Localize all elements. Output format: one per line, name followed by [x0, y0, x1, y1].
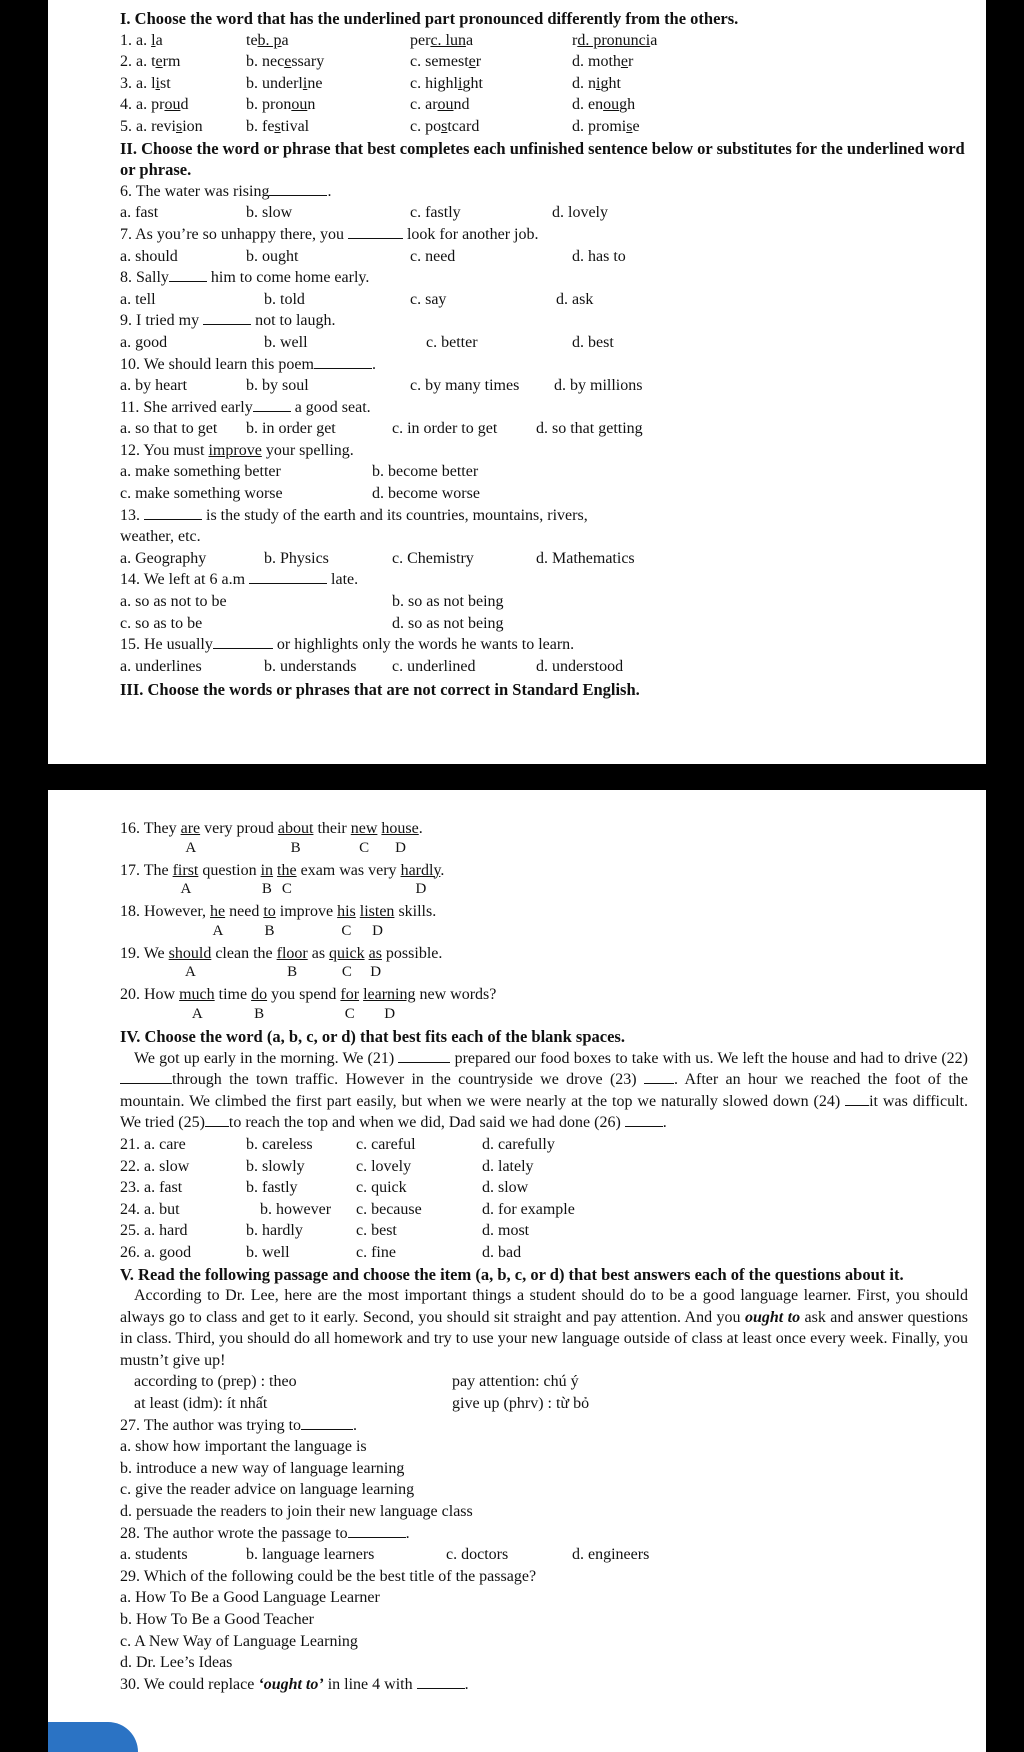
- option: d. so that getting: [536, 420, 643, 438]
- question-text: 6. The water was rising: [120, 182, 270, 200]
- choice-letter: D: [372, 922, 383, 939]
- question-18: 18. However, he need to improve his listen skills.: [120, 903, 437, 921]
- underlined-choice[interactable]: house: [381, 820, 419, 837]
- option: c. best: [356, 1222, 397, 1240]
- option: c. quick: [356, 1179, 407, 1197]
- section-1: [120, 8, 968, 701]
- option: a. Geography: [120, 549, 207, 567]
- options-22: [120, 1156, 968, 1178]
- question-9: [120, 310, 968, 332]
- option: c. Chemistry: [392, 549, 474, 567]
- answer-blank: [169, 267, 207, 282]
- choice-letter: A: [212, 922, 224, 939]
- section-3-title: III. Choose the words or phrases that are not correct in Standard English.: [120, 680, 640, 700]
- options-row: [120, 289, 968, 311]
- choice-letter: B: [261, 881, 272, 898]
- option: d. enough: [572, 96, 636, 114]
- option: c. by many times: [410, 377, 520, 395]
- question-text: look for another job.: [406, 225, 539, 243]
- option: 4. a. proud: [120, 96, 189, 114]
- options-row: [120, 591, 968, 613]
- option: d. lately: [482, 1157, 534, 1175]
- option: b. understands: [264, 657, 357, 675]
- question-11: [120, 397, 968, 419]
- answer-blank: [314, 354, 372, 369]
- option: d. most: [482, 1222, 530, 1240]
- question-text: 8. Sally: [120, 269, 169, 287]
- option: b. underline: [246, 74, 323, 92]
- option: 22. a. slow: [120, 1157, 190, 1175]
- question-17: 17. The first question in the exam was very hardly.: [120, 861, 445, 879]
- option: b. introduce a new way of language learning: [120, 1459, 405, 1477]
- question-29: 29. Which of the following could be the best title of the passage?: [120, 1567, 537, 1585]
- option: rd. pronuncia: [572, 31, 658, 49]
- question-6: 6. The water was rising .: [120, 182, 332, 200]
- question-text: him to come home early.: [210, 269, 370, 287]
- option: b. become better: [372, 463, 479, 481]
- underlined-choice[interactable]: much: [179, 986, 215, 1004]
- options-row: [120, 461, 968, 483]
- options-23: [120, 1177, 968, 1199]
- underlined-choice[interactable]: listen: [359, 903, 395, 921]
- option: b. Physics: [264, 549, 329, 567]
- option: b. careless: [246, 1135, 313, 1153]
- question-8: [120, 267, 968, 289]
- option: b. slowly: [246, 1157, 305, 1175]
- underlined-choice[interactable]: do: [251, 986, 268, 1004]
- underlined-choice[interactable]: floor: [276, 944, 308, 962]
- question-28: 28. The author wrote the passage to .: [120, 1524, 410, 1542]
- option: d. best: [572, 333, 614, 351]
- question-text: late.: [331, 571, 359, 589]
- options-24: [120, 1199, 968, 1221]
- option: c. doctors: [446, 1546, 509, 1564]
- option: teb. pa: [246, 31, 289, 49]
- option: c. so as to be: [120, 614, 203, 632]
- option: d. mother: [572, 53, 634, 71]
- option: 23. a. fast: [120, 1179, 183, 1197]
- option: d. by millions: [554, 377, 643, 395]
- option: b. slow: [246, 204, 293, 222]
- question-10: 10. We should learn this poem .: [120, 355, 376, 373]
- answer-blank: [144, 505, 202, 520]
- answer-blank: [348, 1523, 406, 1538]
- option: d. Mathematics: [536, 549, 635, 567]
- question-text: 10. We should learn this poem: [120, 355, 314, 373]
- choice-letter: B: [264, 922, 275, 939]
- worksheet-page-2: [48, 790, 986, 1752]
- option: a. by heart: [120, 377, 188, 395]
- question-text: your spelling.: [265, 441, 354, 459]
- option: c. make something worse: [120, 485, 283, 503]
- option: c. highlight: [410, 74, 483, 92]
- question-12: [120, 440, 968, 462]
- option: c. fine: [356, 1243, 396, 1261]
- question-30: 30. We could replace ‘ought to’ in line 4 with .: [120, 1675, 469, 1693]
- option: c. careful: [356, 1135, 416, 1153]
- option: b. well: [246, 1243, 290, 1261]
- underlined-choice[interactable]: to: [263, 903, 276, 921]
- options-row: [120, 246, 968, 268]
- answer-blank: [348, 224, 403, 239]
- question-2: [120, 51, 968, 73]
- option: a. so that to get: [120, 420, 218, 438]
- option: d. so as not being: [392, 614, 504, 632]
- option: 3. a. list: [120, 74, 171, 92]
- option: b. so as not being: [392, 593, 504, 611]
- choice-letter: C: [341, 964, 352, 981]
- question-text: 9. I tried my: [120, 312, 200, 330]
- option: c. because: [356, 1200, 422, 1218]
- question-3: [120, 73, 968, 95]
- underlined-choice[interactable]: are: [180, 820, 201, 837]
- question-13: [120, 505, 968, 527]
- option: c. semester: [410, 53, 482, 71]
- option: 24. a. but: [120, 1200, 180, 1218]
- option: b. necessary: [246, 53, 325, 71]
- option: 1. a. la: [120, 31, 163, 49]
- choice-letter: B: [254, 1005, 265, 1022]
- option: 2. a. term: [120, 53, 181, 71]
- underlined-choice[interactable]: quick: [329, 944, 365, 962]
- underlined-choice[interactable]: hardly: [400, 861, 441, 879]
- options-row: [120, 202, 968, 224]
- options-row: [120, 332, 968, 354]
- choice-letters: [120, 840, 968, 860]
- options-row: [120, 375, 968, 397]
- option: a. good: [120, 333, 168, 351]
- option: perc. luna: [410, 31, 474, 49]
- glossary-2: at least (idm): ít nhất give up (phrv) : từ bỏ: [134, 1395, 590, 1413]
- section-4-passage: We got up early in the morning. We (21) prepared our food boxes to take with us. We left the house and had to drive (22)through the town traffic. However in the countryside we drove (23) . After an hour we reached the foot of the mountain. We climbed the first part easily, but when we were nearly at the top we naturally slowed down (24) it was difficult. We tried (25) to reach the top and when we did, Dad said we had done (26) .: [120, 1049, 969, 1132]
- choice-letter: A: [191, 1005, 203, 1022]
- option: a. students: [120, 1546, 188, 1564]
- choice-letter: C: [359, 839, 370, 856]
- option: 26. a. good: [120, 1243, 192, 1261]
- option: c. underlined: [392, 657, 476, 675]
- option: b. How To Be a Good Teacher: [120, 1611, 315, 1628]
- question-7: [120, 224, 968, 246]
- options-row: [120, 418, 968, 440]
- question-text: 27. The author was trying to: [120, 1416, 302, 1434]
- options-26: [120, 1242, 968, 1264]
- choice-letter: C: [341, 922, 352, 939]
- question-1: [120, 30, 968, 52]
- answer-blank: [213, 634, 273, 649]
- option: b. hardly: [246, 1222, 303, 1240]
- option: c. fastly: [410, 204, 461, 222]
- option: a. show how important the language is: [120, 1438, 367, 1456]
- choice-letter: D: [384, 1005, 396, 1022]
- option: d. night: [572, 74, 621, 92]
- choice-letter: D: [415, 881, 427, 898]
- question-text: 28. The author wrote the passage to: [120, 1524, 348, 1542]
- answer-blank: [253, 397, 291, 412]
- choice-letters: [120, 881, 968, 901]
- question-text: is the study of the earth and its countries, mountains, rivers,: [206, 506, 588, 524]
- option: c. give the reader advice on language learning: [120, 1481, 415, 1499]
- options-row: [120, 548, 968, 570]
- question-20: 20. How much time do you spend for learning new words?: [120, 986, 497, 1004]
- underlined-choice[interactable]: for: [340, 986, 360, 1004]
- option: b. fastly: [246, 1179, 298, 1197]
- option: c. say: [410, 290, 447, 308]
- section-5-passage: According to Dr. Lee, here are the most important things a student should do to be a good language learner. First, you should always go to class and get to it early. Second, you should sit straight and pay attention. And you ought to ask and answer questions in class. Third, you should do all homework and try to use your new language outside of class at least once every week. Finally, you mustn’t give up!: [120, 1287, 969, 1369]
- question-text: 14. We left at 6 a.m: [120, 571, 246, 589]
- option: d. lovely: [552, 204, 608, 222]
- question-13-cont: weather, etc.: [120, 528, 201, 546]
- option: b. told: [264, 290, 305, 308]
- option: d. promise: [572, 117, 640, 135]
- app-corner-badge: [48, 1722, 138, 1752]
- choice-letter: A: [184, 964, 196, 981]
- choice-letter: B: [287, 964, 298, 981]
- question-16: 16. They are very proud about their new house.: [120, 820, 423, 837]
- option: d. understood: [536, 657, 624, 675]
- question-text: a good seat.: [294, 398, 371, 416]
- option: b. in order get: [246, 420, 336, 438]
- option: c. better: [426, 333, 478, 351]
- options-21: [120, 1134, 968, 1156]
- underlined-choice[interactable]: as: [368, 944, 382, 962]
- option: a. so as not to be: [120, 593, 227, 611]
- underlined-choice[interactable]: should: [168, 944, 212, 962]
- choice-letter: C: [281, 881, 292, 898]
- option: b. language learners: [246, 1546, 375, 1564]
- option: a. fast: [120, 204, 159, 222]
- choice-letter: C: [344, 1005, 355, 1022]
- options-row: [120, 656, 968, 678]
- option: b. ought: [246, 247, 299, 265]
- underlined-word: improve: [208, 441, 262, 459]
- underlined-choice[interactable]: first: [172, 861, 199, 879]
- option: d. engineers: [572, 1546, 650, 1564]
- option: a. tell: [120, 290, 156, 308]
- choice-letters: [120, 923, 968, 943]
- option: c. postcard: [410, 117, 480, 135]
- option: d. ask: [556, 290, 594, 308]
- option: a. How To Be a Good Language Learner: [120, 1589, 380, 1607]
- options-row: [120, 483, 968, 505]
- choice-letter: D: [395, 839, 406, 856]
- question-15: [120, 634, 968, 656]
- question-text: or highlights only the words he wants to learn.: [276, 636, 575, 654]
- glossary-1: according to (prep) : theo pay attention: chú ý: [134, 1373, 579, 1391]
- answer-blank: [417, 1674, 465, 1689]
- question-4: [120, 94, 968, 116]
- choice-letters: [120, 964, 968, 984]
- underlined-choice[interactable]: learning: [363, 986, 416, 1004]
- option: d. for example: [482, 1200, 575, 1218]
- answer-blank: [269, 181, 327, 196]
- option: 5. a. revision: [120, 117, 203, 135]
- option: d. persuade the readers to join their new language class: [120, 1503, 473, 1521]
- question-text: 11. She arrived early: [120, 398, 253, 416]
- options-25: [120, 1220, 968, 1242]
- section-2-title: II. Choose the word or phrase that best completes each unfinished sentence below or substitutes for the underlined word or phrase.: [120, 138, 965, 180]
- section-4-title: IV. Choose the word (a, b, c, or d) that best fits each of the blank spaces.: [120, 1026, 625, 1046]
- option: c. need: [410, 247, 456, 265]
- question-text: 7. As you’re so unhappy there, you: [120, 225, 344, 243]
- section-5-title: V. Read the following passage and choose the item (a, b, c, or d) that best answers each of the questions about it.: [120, 1264, 904, 1284]
- underlined-choice[interactable]: the: [277, 861, 297, 879]
- option: b. however: [260, 1200, 332, 1218]
- underlined-choice[interactable]: new: [350, 820, 378, 837]
- question-text: not to laugh.: [255, 312, 336, 330]
- option: a. make something better: [120, 463, 281, 481]
- option: c. around: [410, 96, 470, 114]
- option: c. in order to get: [392, 420, 498, 438]
- choice-letter: B: [290, 839, 301, 856]
- underlined-choice[interactable]: about: [277, 820, 314, 837]
- underlined-choice[interactable]: his: [337, 903, 356, 921]
- question-text: 12. You must: [120, 441, 205, 459]
- option: d. bad: [482, 1243, 522, 1261]
- option: b. festival: [246, 117, 310, 135]
- option: a. should: [120, 247, 178, 265]
- worksheet-page-1: [48, 0, 986, 764]
- question-14: [120, 569, 968, 591]
- answer-blank: [249, 569, 327, 584]
- option: 25. a. hard: [120, 1222, 188, 1240]
- underlined-choice[interactable]: he: [210, 903, 226, 921]
- choice-letter: A: [185, 839, 197, 856]
- option: d. Dr. Lee’s Ideas: [120, 1654, 233, 1672]
- option: d. become worse: [372, 485, 480, 503]
- question-text: 30. We could replace: [120, 1675, 255, 1693]
- question-text: 13.: [120, 506, 140, 524]
- options-row: [120, 1544, 968, 1566]
- option: c. A New Way of Language Learning: [120, 1632, 358, 1650]
- answer-blank: [203, 310, 251, 325]
- choice-letter: D: [370, 964, 382, 981]
- option: a. underlines: [120, 657, 202, 675]
- option: d. slow: [482, 1179, 529, 1197]
- options-row: [120, 613, 968, 635]
- option: b. pronoun: [246, 96, 316, 114]
- option: d. has to: [572, 247, 626, 265]
- underlined-choice[interactable]: in: [260, 861, 274, 879]
- option: b. well: [264, 333, 308, 351]
- option: d. carefully: [482, 1135, 555, 1153]
- option: c. lovely: [356, 1157, 412, 1175]
- question-5: [120, 116, 968, 138]
- section-1-title: I. Choose the word that has the underlined part pronounced differently from the others.: [120, 9, 739, 28]
- choice-letter: A: [180, 881, 192, 898]
- question-text: 15. He usually: [120, 636, 213, 654]
- question-27: 27. The author was trying to .: [120, 1416, 358, 1434]
- choice-letters: [120, 1006, 968, 1026]
- answer-blank: [301, 1415, 353, 1430]
- question-19: 19. We should clean the floor as quick as possible.: [120, 944, 443, 962]
- option: b. by soul: [246, 377, 309, 395]
- option: 21. a. care: [120, 1135, 186, 1153]
